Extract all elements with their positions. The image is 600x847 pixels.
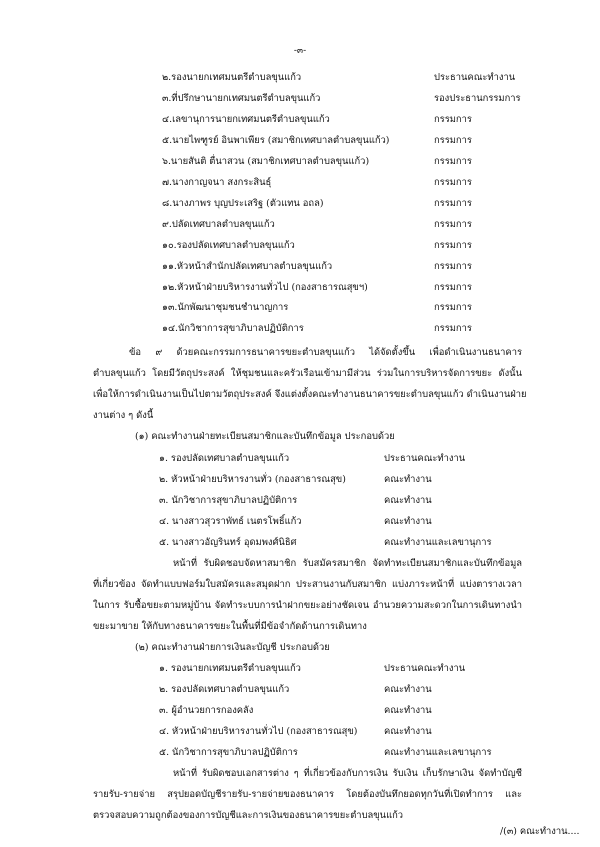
- committee-member-name: ๑๓.นักพัฒนาชุมชนชำนาญการ: [162, 302, 289, 313]
- team-2-duty-line: ตรวจสอบความถูกต้องของการบัญชีและการเงินของธนาคารขยะตำบลขุนแก้ว: [93, 810, 404, 821]
- committee-member-position: กรรมการ: [434, 302, 472, 313]
- team-2-duty-line: รายรับ-รายจ่าย สรุปยอดบัญชีรายรับ-รายจ่ายของธนาคาร โดยต้องบันทึกยอดทุกวันที่เปิดทำการ และ: [93, 789, 522, 800]
- committee-member-name: ๔.เลขานุการนายกเทศมนตรีตำบลขุนแก้ว: [162, 114, 330, 125]
- committee-member-name: ๓.ที่ปรึกษานายกเทศมนตรีตำบลขุนแก้ว: [162, 93, 321, 104]
- committee-member-position: กรรมการ: [434, 135, 472, 146]
- team-2-member-role: ประธานคณะทำงาน: [384, 663, 466, 674]
- team-1-member-role: คณะทำงาน: [384, 474, 432, 485]
- committee-member-position: กรรมการ: [434, 156, 472, 167]
- clause-9-line: เพื่อให้การดำเนินงานเป็นไปตามวัตถุประสงค์ จึงแต่งตั้งคณะทำงานธนาคารขยะตำบลขุนแก้ว ดำเนินงานฝ่าย: [93, 389, 527, 400]
- committee-member-position: รองประธานกรรมการ: [434, 93, 521, 104]
- team-2-member-name: ๓. ผู้อำนวยการกองคลัง: [159, 705, 254, 716]
- committee-member-position: กรรมการ: [434, 323, 472, 334]
- committee-member-position: กรรมการ: [434, 240, 472, 251]
- team-2-duty-line: หน้าที่ รับผิดชอบเอกสารต่าง ๆ ที่เกี่ยวข้องกับการเงิน รับเงิน เก็บรักษาเงิน จัดทำบัญชี: [173, 768, 522, 779]
- continuation-note: /(๓) คณะทำงาน....: [500, 826, 580, 837]
- team-1-member-role: ประธานคณะทำงาน: [384, 453, 466, 464]
- team-1-member-role: คณะทำงาน: [384, 516, 432, 527]
- clause-9-line: งานต่าง ๆ ดังนี้: [93, 410, 154, 421]
- team-2-heading: (๒) คณะทำงานฝ่ายการเงินละบัญชี ประกอบด้วย: [135, 642, 330, 653]
- team-1-heading: (๑) คณะทำงานฝ่ายทะเบียนสมาชิกและบันทึกข้อมูล ประกอบด้วย: [135, 431, 395, 442]
- team-2-member-name: ๕. นักวิชาการสุขาภิบาลปฏิบัติการ: [159, 747, 298, 758]
- team-1-member-name: ๑. รองปลัดเทศบาลตำบลขุนแก้ว: [159, 453, 290, 464]
- committee-member-name: ๑๔.นักวิชาการสุขาภิบาลปฏิบัติการ: [162, 323, 304, 334]
- team-1-member-name: ๓. นักวิชาการสุขาภิบาลปฏิบัติการ: [159, 495, 298, 506]
- committee-member-name: ๑๐.รองปลัดเทศบาลตำบลขุนแก้ว: [162, 240, 295, 251]
- team-1-member-name: ๔. นางสาวสุวราพัทธ์ เนตรโพธิ์แก้ว: [159, 516, 302, 527]
- team-1-duty-line: หน้าที่ รับผิดชอบจัดหาสมาชิก รับสมัครสมาชิก จัดทำทะเบียนสมาชิกและบันทึกข้อมูล: [173, 558, 522, 569]
- team-2-member-name: ๑. รองนายกเทศมนตรีตำบลขุนแก้ว: [159, 663, 301, 674]
- committee-member-name: ๒.รองนายกเทศมนตรีตำบลขุนแก้ว: [162, 72, 302, 83]
- committee-member-name: ๕.นายไพฑูรย์ อินพาเพียร (สมาชิกเทศบาลตำบลขุนแก้ว): [162, 135, 390, 146]
- committee-member-position: กรรมการ: [434, 219, 472, 230]
- committee-member-name: ๗.นางกาญจนา สงกระสินธุ์: [162, 177, 272, 188]
- team-2-member-role: คณะทำงานและเลขานุการ: [384, 747, 492, 758]
- page-number: -๓-: [293, 46, 307, 56]
- team-1-duty-line: ที่เกี่ยวข้อง จัดทำแบบฟอร์มใบสมัครและสมุดฝาก ประสานงานกับสมาชิก แบ่งภาระหน้าที่ แบ่งตารางเวลา: [93, 579, 522, 590]
- committee-member-position: กรรมการ: [434, 177, 472, 188]
- team-2-member-name: ๒. รองปลัดเทศบาลตำบลขุนแก้ว: [159, 684, 290, 695]
- team-1-duty-line: ขยะมาขาย ให้กับทางธนาคารขยะในพื้นที่มีข้อจำกัดด้านการเดินทาง: [93, 621, 367, 632]
- committee-member-position: กรรมการ: [434, 261, 472, 272]
- committee-member-name: ๘.นางภาพร บุญประเสริฐ (ตัวแทน อถล): [162, 198, 324, 209]
- committee-member-name: ๙.ปลัดเทศบาลตำบลขุนแก้ว: [162, 219, 275, 230]
- team-1-member-role: คณะทำงาน: [384, 495, 432, 506]
- team-1-member-name: ๕. นางสาวอัญรินทร์ อุดมพงศ์นิธิศ: [159, 537, 297, 548]
- team-2-member-role: คณะทำงาน: [384, 726, 432, 737]
- team-2-member-role: คณะทำงาน: [384, 705, 432, 716]
- team-2-member-name: ๔. หัวหน้าฝ่ายบริหารงานทั่วไป (กองสาธารณสุข): [159, 726, 358, 737]
- committee-member-position: กรรมการ: [434, 282, 472, 293]
- team-2-member-role: คณะทำงาน: [384, 684, 432, 695]
- team-1-member-name: ๒. หัวหน้าฝ่ายบริหารงานทั่ว (กองสาธารณสุข): [159, 474, 346, 485]
- committee-member-name: ๖.นายสันติ ตื่นาสวน (สมาชิกเทศบาลตำบลขุนแก้ว): [162, 156, 370, 167]
- committee-member-position: ประธานคณะทำงาน: [434, 72, 516, 83]
- clause-9-line: ตำบลขุนแก้ว โดยมีวัตถุประสงค์ ให้ชุมชนและครัวเรือนเข้ามามีส่วน ร่วมในการบริหารจัดการขยะ ดังนั้น: [93, 368, 522, 379]
- committee-member-position: กรรมการ: [434, 114, 472, 125]
- committee-member-position: กรรมการ: [434, 198, 472, 209]
- committee-member-name: ๑๒.หัวหน้าฝ่ายบริหารงานทั่วไป (กองสาธารณสุขฯ): [162, 282, 368, 293]
- team-1-duty-line: ในการ รับซื้อขยะตามหมู่บ้าน จัดทำระบบการนำฝากขยะอย่างชัดเจน อำนวยความสะดวกในการเดินทางนำ: [93, 600, 522, 611]
- team-1-member-role: คณะทำงานและเลขานุการ: [384, 537, 492, 548]
- clause-9-line: ข้อ ๙ ด้วยคณะกรรมการธนาคารขยะตำบลขุนแก้ว ได้จัดตั้งขึ้น เพื่อดำเนินงานธนาคาร: [129, 347, 522, 358]
- committee-member-name: ๑๑.หัวหน้าสำนักปลัดเทศบาลตำบลขุนแก้ว: [162, 261, 333, 272]
